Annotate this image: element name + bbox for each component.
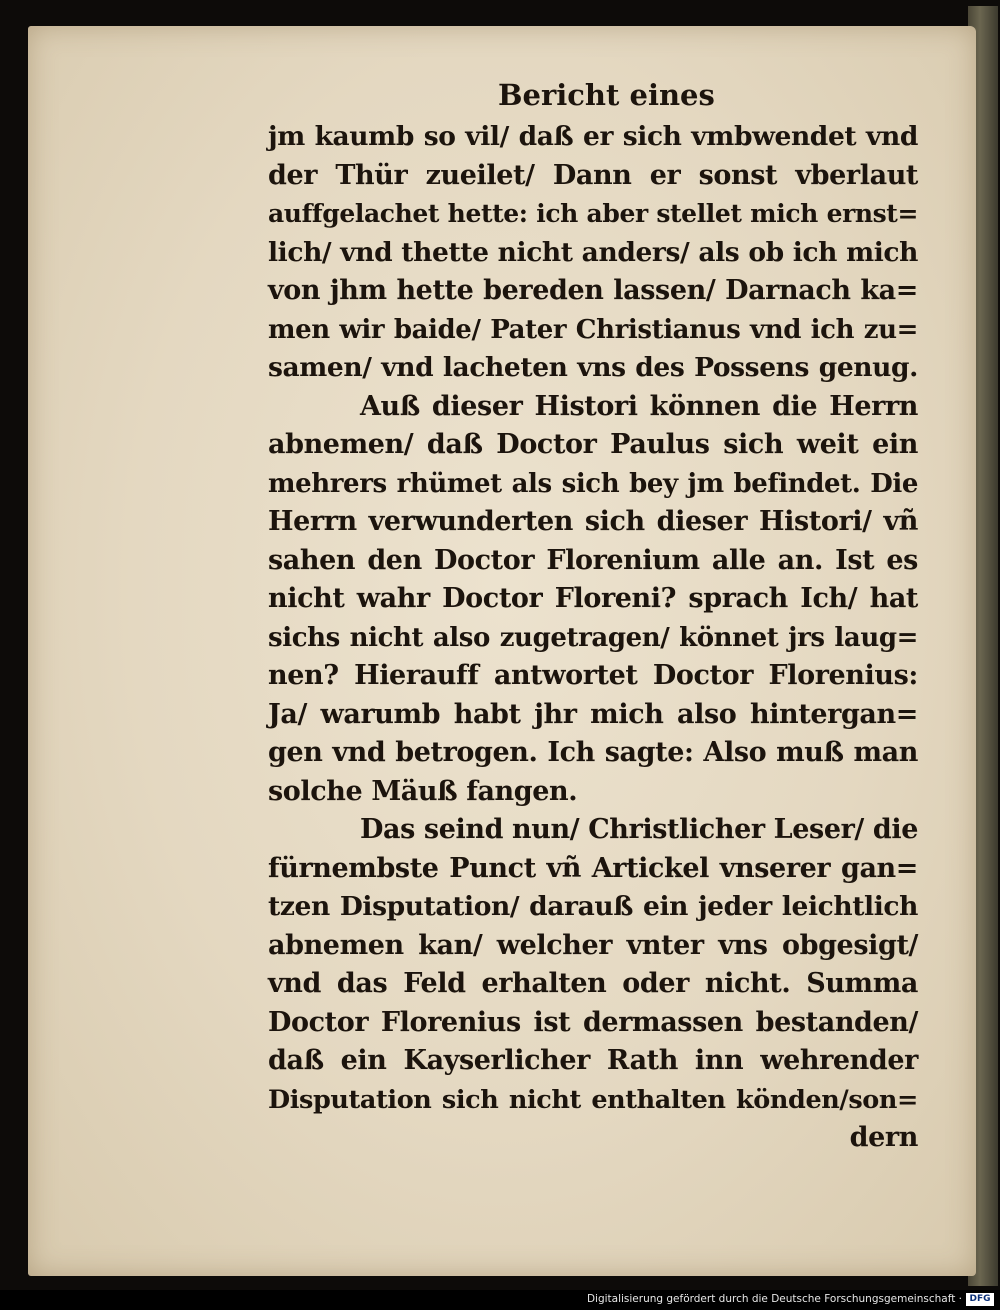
- funding-credit: Digitalisierung gefördert durch die Deutsche Forschungsgemeinschaft ·: [586, 1293, 962, 1305]
- text-line: gen vnd betrogen. Ich sagte: Also muß man: [268, 737, 918, 768]
- text-line: mehrers rhümet als sich bey jm befindet. Die: [268, 468, 918, 499]
- text-line: Doctor Florenius ist dermassen bestanden/: [268, 1006, 918, 1038]
- text-line: vnd das Feld erhalten oder nicht. Summa: [268, 968, 918, 999]
- text-line: sahen den Doctor Florenium alle an. Ist es: [268, 544, 918, 576]
- catchword: dern: [849, 1122, 918, 1153]
- text-line: tzen Disputation/ darauß ein jeder leichtlich: [268, 891, 918, 922]
- text-line: men wir baide/ Pater Christianus vnd ich zu=: [268, 314, 918, 345]
- text-line: sichs nicht also zugetragen/ könnet jrs laug=: [268, 622, 918, 653]
- text-line: fürnembste Punct vñ Artickel vnserer gan=: [268, 852, 918, 884]
- text-line: abnemen/ daß Doctor Paulus sich weit ein: [268, 429, 918, 460]
- text-line: der Thür zueilet/ Dann er sonst vberlaut: [268, 159, 918, 191]
- body-text: [268, 118, 918, 1158]
- text-line: Auß dieser Histori können die Herrn: [360, 390, 918, 422]
- text-line: auffgelachet hette: ich aber stellet mich ernst=: [268, 199, 918, 228]
- text-line: abnemen kan/ welcher vnter vns obgesigt/: [268, 929, 918, 961]
- text-line: Das seind nun/ Christlicher Leser/ die: [360, 814, 919, 845]
- text-line: von jhm hette bereden lassen/ Darnach ka=: [268, 275, 918, 306]
- text-line: Ja/ warumb habt jhr mich also hintergan=: [268, 698, 918, 730]
- text-line: jm kaumb so vil/ daß er sich vmbwendet vnd: [268, 121, 918, 152]
- text-line: nicht wahr Doctor Floreni? sprach Ich/ hat: [268, 583, 918, 614]
- dfg-logo: DFG: [966, 1293, 994, 1306]
- text-line: daß ein Kayserlicher Rath inn wehrender: [268, 1045, 918, 1076]
- text-line: Herrn verwunderten sich dieser Histori/ vñ: [268, 506, 918, 537]
- text-line: solche Mäuß fangen.: [268, 775, 578, 807]
- text-line: Disputation sich nicht enthalten könden/son=: [268, 1084, 918, 1115]
- footer-bar: [0, 1290, 1000, 1310]
- text-line: nen? Hierauff antwortet Doctor Florenius:: [268, 660, 918, 691]
- text-line: samen/ vnd lacheten vns des Possens genug.: [268, 352, 918, 383]
- text-line: lich/ vnd thette nicht anders/ als ob ich mich: [268, 236, 918, 268]
- running-head: Bericht eines: [498, 78, 715, 112]
